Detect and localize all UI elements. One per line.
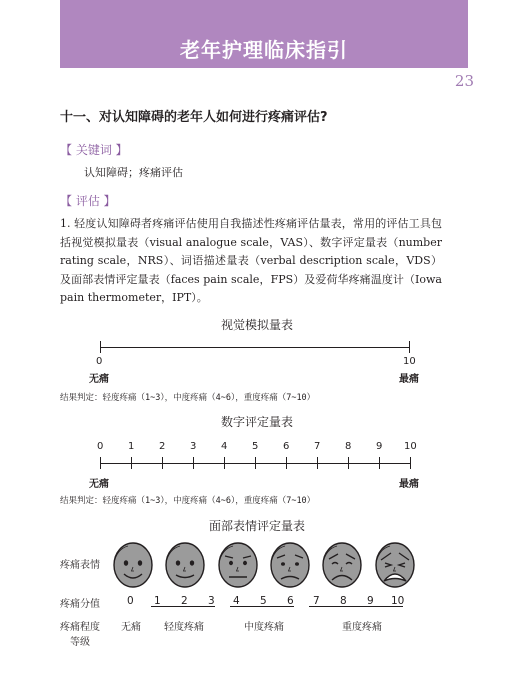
vas-result: 结果判定：轻度疼痛（1~3），中度疼痛（4~6），重度疼痛（7~10） <box>60 393 316 403</box>
fps-score-2: 2 <box>181 595 188 607</box>
nrs-number-3: 3 <box>190 441 197 452</box>
pain-face-icon <box>373 541 417 593</box>
nrs-tick-5 <box>255 457 256 469</box>
nrs-result: 结果判定：轻度疼痛（1~3），中度疼痛（4~6），重度疼痛（7~10） <box>60 496 316 506</box>
vas-line <box>100 347 410 348</box>
face-row <box>0 541 514 591</box>
vas-tick-start <box>100 341 101 353</box>
nrs-number-6: 6 <box>283 441 290 452</box>
pain-face-icon <box>163 541 207 593</box>
grade-mild: 轻度疼痛 <box>164 622 204 633</box>
nrs-min-label: 无痛 <box>89 479 109 490</box>
nrs-tick-0 <box>100 457 101 469</box>
nrs-tick-2 <box>162 457 163 469</box>
fps-score-1: 1 <box>154 595 161 607</box>
underline-moderate <box>230 606 294 607</box>
pain-face-icon <box>216 541 260 593</box>
pain-face-icon <box>268 541 312 593</box>
fps-title: 面部表情评定量表 <box>208 519 305 533</box>
nrs-tick-1 <box>131 457 132 469</box>
nrs-tick-10 <box>410 457 411 469</box>
nrs-tick-9 <box>379 457 380 469</box>
nrs-tick-7 <box>317 457 318 469</box>
fps-score-7: 7 <box>313 595 320 607</box>
underline-severe <box>309 606 403 607</box>
grade-severe: 重度疼痛 <box>342 622 382 633</box>
keywords-tag: 【 关键词 】 <box>60 143 128 157</box>
fps-score-4: 4 <box>233 595 240 607</box>
fps-grade-row-label-1: 疼痛程度 <box>60 622 100 633</box>
nrs-number-4: 4 <box>221 441 228 452</box>
grade-none: 无痛 <box>121 622 141 633</box>
fps-score-3: 3 <box>208 595 215 607</box>
nrs-tick-3 <box>193 457 194 469</box>
vas-tick-end <box>409 341 410 353</box>
nrs-number-8: 8 <box>345 441 352 452</box>
fps-face-row-label: 疼痛表情 <box>60 560 100 571</box>
assessment-tag: 【 评估 】 <box>60 194 116 208</box>
pain-face-icon <box>320 541 364 593</box>
nrs-max-label: 最痛 <box>399 479 419 490</box>
pain-face-icon <box>111 541 155 593</box>
assessment-paragraph: 1. 轻度认知障碍者疼痛评估使用自我描述性疼痛评估量表，常用的评估工具包括视觉模拟量表（visual analogue scale，VAS）、数字评定量表（number rating scale，NRS）、词语描述量表（verbal description scale，VDS）及面部表情评定量表（faces pain scale，FPS）及爱荷华疼痛温度计（Iowa pain thermometer，IPT）。 <box>60 217 442 305</box>
grade-moderate: 中度疼痛 <box>244 622 284 633</box>
vas-max-label: 最痛 <box>399 374 419 385</box>
book-title: 老年护理临床指引 <box>180 38 348 62</box>
fps-score-6: 6 <box>287 595 294 607</box>
nrs-number-5: 5 <box>252 441 259 452</box>
nrs-tick-4 <box>224 457 225 469</box>
nrs-number-7: 7 <box>314 441 321 452</box>
underline-mild <box>151 606 215 607</box>
fps-score-row-label: 疼痛分值 <box>60 599 100 610</box>
page-number: 23 <box>454 72 474 90</box>
nrs-number-10: 10 <box>404 441 417 452</box>
nrs-tick-8 <box>348 457 349 469</box>
fps-grade-row-label-2: 等级 <box>70 637 90 648</box>
fps-score-10: 10 <box>391 595 405 607</box>
nrs-tick-6 <box>286 457 287 469</box>
nrs-number-0: 0 <box>97 441 104 452</box>
fps-score-5: 5 <box>260 595 267 607</box>
nrs-number-9: 9 <box>376 441 383 452</box>
vas-title: 视觉模拟量表 <box>220 318 293 332</box>
nrs-title: 数字评定量表 <box>220 415 293 429</box>
vas-max-value: 10 <box>403 356 416 367</box>
keywords-text: 认知障碍；疼痛评估 <box>84 166 183 179</box>
section-title: 十一、对认知障碍的老年人如何进行疼痛评估? <box>60 110 328 125</box>
vas-min-value: 0 <box>96 356 103 367</box>
fps-score-0: 0 <box>127 595 134 607</box>
fps-score-8: 8 <box>340 595 347 607</box>
nrs-number-2: 2 <box>159 441 166 452</box>
nrs-number-1: 1 <box>128 441 135 452</box>
vas-min-label: 无痛 <box>89 374 109 385</box>
fps-score-9: 9 <box>367 595 374 607</box>
